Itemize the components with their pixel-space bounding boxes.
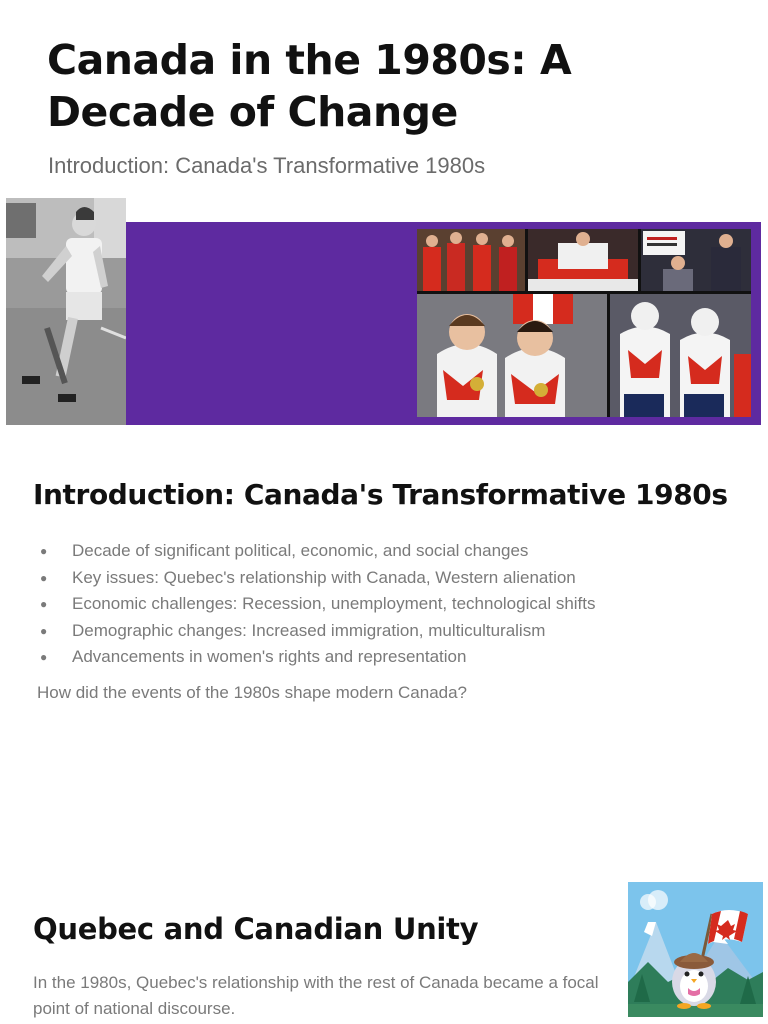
list-item: ● Economic challenges: Recession, unemployment, technological shifts (40, 591, 596, 618)
list-item: ● Decade of significant political, economic, and social changes (40, 538, 596, 565)
runner-photo (6, 198, 126, 425)
hockey-collage (417, 229, 751, 417)
document-title: Canada in the 1980s: A Decade of Change (47, 36, 572, 136)
list-item: ● Demographic changes: Increased immigration, multiculturalism (40, 618, 596, 645)
document-subtitle: Introduction: Canada's Transformative 1980s (48, 153, 486, 178)
intro-question: How did the events of the 1980s shape modern Canada? (37, 683, 468, 702)
intro-bullet-list (40, 538, 596, 671)
intro-heading: Introduction: Canada's Transformative 1980s (33, 478, 728, 511)
quebec-heading: Quebec and Canadian Unity (33, 912, 479, 946)
list-item: ● Advancements in women's rights and representation (40, 644, 596, 671)
quebec-paragraph: In the 1980s, Quebec's relationship with the rest of Canada became a focal point of national discourse. (33, 973, 599, 1018)
list-item: ● Key issues: Quebec's relationship with Canada, Western alienation (40, 565, 596, 592)
penguin-flag-illustration (628, 882, 763, 1017)
